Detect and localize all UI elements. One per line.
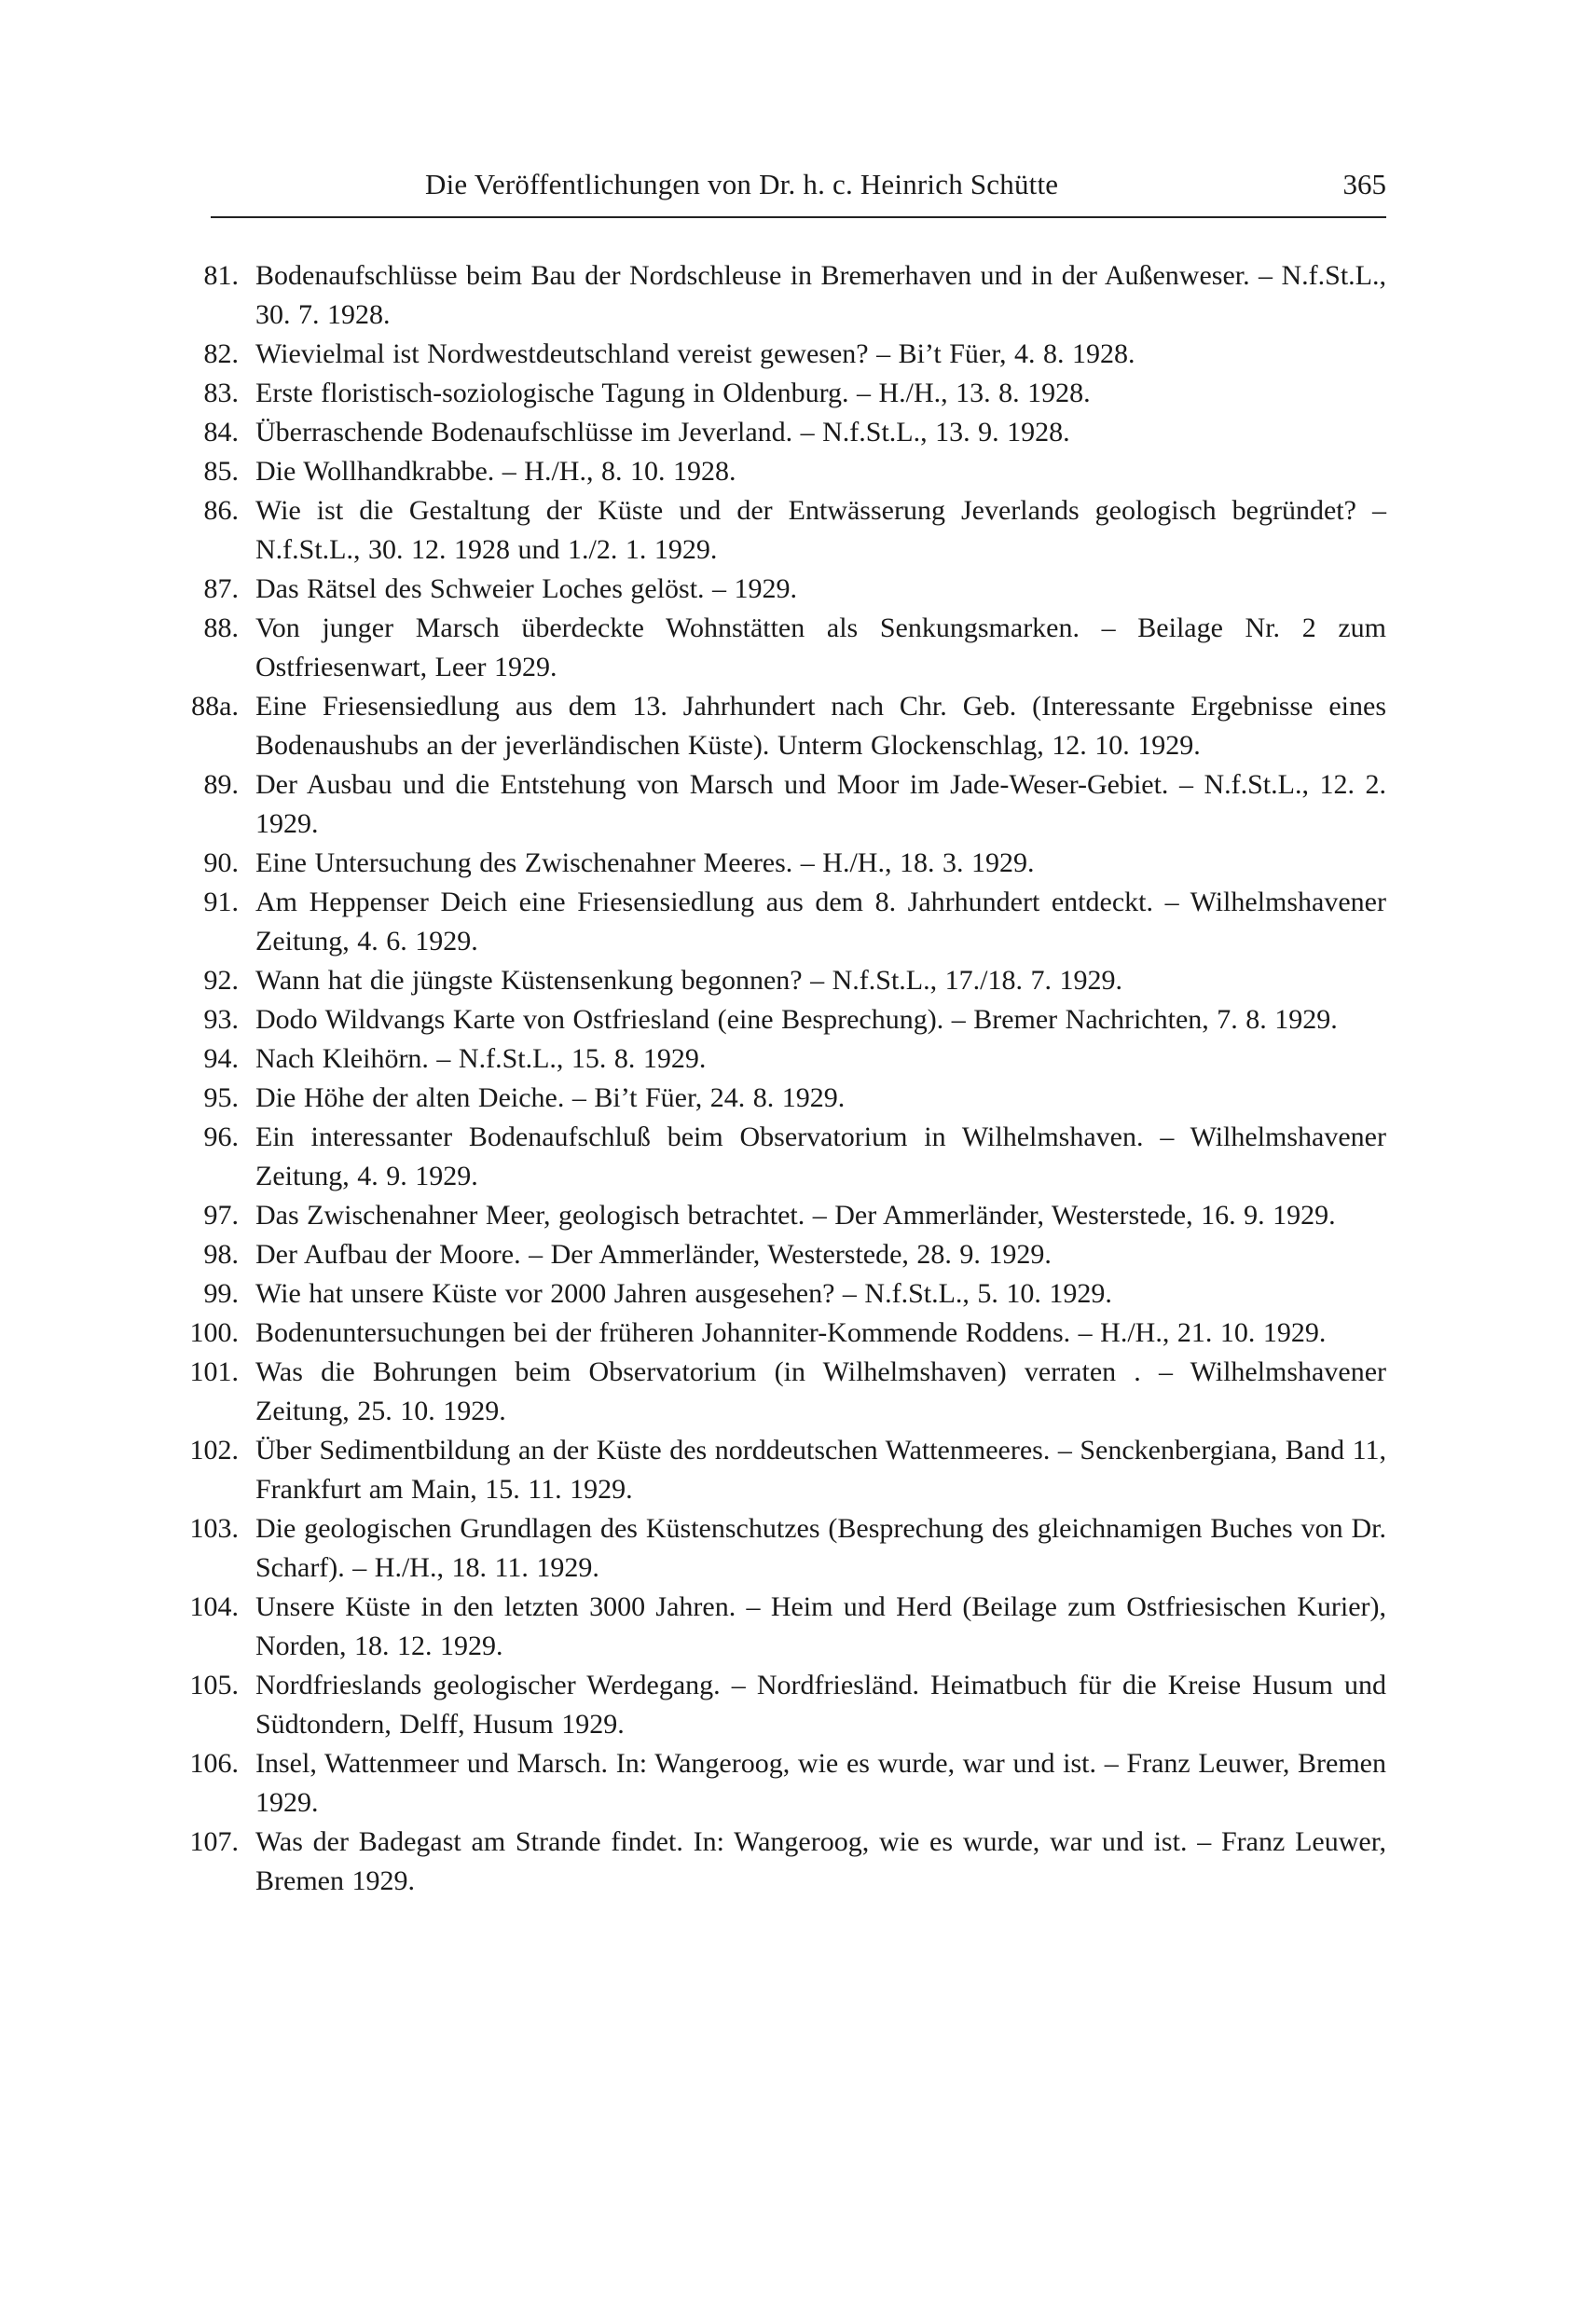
running-title: Die Veröffentlichungen von Dr. h. c. Heinrich Schütte <box>425 168 1059 200</box>
entry-text: Wievielmal ist Nordwestdeutschland vereist gewesen? – Bi’t Füer, 4. 8. 1928. <box>255 338 1135 369</box>
bibliography-entry-94 <box>140 1039 1386 1079</box>
bibliography-entry-82 <box>140 335 1386 374</box>
entry-text: Unsere Küste in den letzten 3000 Jahren. – Heim und Herd (Beilage zum Ostfriesischen Kurier), Norden, 18. 12. 1929. <box>255 1591 1386 1661</box>
bibliography-entry-102 <box>140 1431 1386 1509</box>
bibliography-entry-95 <box>140 1079 1386 1118</box>
entry-text: Eine Friesensiedlung aus dem 13. Jahrhundert nach Chr. Geb. (Interessante Ergebnisse eines Bodenaushubs an der jeverländischen Küste). Unterm Glockenschlag, 12. 10. 1929. <box>255 691 1386 761</box>
entry-number: 84. <box>203 417 239 447</box>
bibliography-entry-88 <box>140 609 1386 687</box>
entry-number: 98. <box>203 1239 239 1270</box>
entry-number: 90. <box>203 847 239 878</box>
entry-text: Wie hat unsere Küste vor 2000 Jahren ausgesehen? – N.f.St.L., 5. 10. 1929. <box>255 1278 1112 1309</box>
entry-text: Bodenaufschlüsse beim Bau der Nordschleuse in Bremerhaven und in der Außenweser. – N.f.St.L., 30. 7. 1928. <box>255 260 1386 330</box>
entry-text: Was die Bohrungen beim Observatorium (in Wilhelmshaven) verraten . – Wilhelmshavener Zeitung, 25. 10. 1929. <box>255 1356 1386 1426</box>
bibliography-entry-89 <box>140 765 1386 844</box>
bibliography-entry-83 <box>140 374 1386 413</box>
bibliography-entry-99 <box>140 1274 1386 1314</box>
entry-text: Nordfrieslands geologischer Werdegang. – Nordfriesländ. Heimatbuch für die Kreise Husum und Südtondern, Delff, Husum 1929. <box>255 1670 1386 1740</box>
page-number: 365 <box>1342 168 1386 200</box>
entry-text: Am Heppenser Deich eine Friesensiedlung aus dem 8. Jahrhundert entdeckt. – Wilhelmshavener Zeitung, 4. 6. 1929. <box>255 887 1386 956</box>
bibliography-entry-88a <box>140 687 1386 765</box>
entry-number: 88a. <box>191 691 239 722</box>
entry-number: 89. <box>203 769 239 800</box>
entry-number: 103. <box>189 1513 239 1544</box>
entry-text: Das Rätsel des Schweier Loches gelöst. – 1929. <box>255 573 798 604</box>
entry-text: Der Ausbau und die Entstehung von Marsch und Moor im Jade-Weser-Gebiet. – N.f.St.L., 12. 2. 1929. <box>255 769 1386 839</box>
entry-number: 106. <box>189 1748 239 1779</box>
bibliography-entry-103 <box>140 1509 1386 1588</box>
entry-number: 97. <box>203 1200 239 1231</box>
entry-text: Die geologischen Grundlagen des Küstenschutzes (Besprechung des gleichnamigen Buches von Dr. Scharf). – H./H., 18. 11. 1929. <box>255 1513 1386 1583</box>
bibliography-entry-90 <box>140 844 1386 883</box>
entry-text: Eine Untersuchung des Zwischenahner Meeres. – H./H., 18. 3. 1929. <box>255 847 1035 878</box>
entry-text: Dodo Wildvangs Karte von Ostfriesland (eine Besprechung). – Bremer Nachrichten, 7. 8. 1929. <box>255 1004 1338 1035</box>
bibliography-entry-87 <box>140 570 1386 609</box>
entry-text: Erste floristisch-soziologische Tagung in Oldenburg. – H./H., 13. 8. 1928. <box>255 378 1091 408</box>
bibliography-entry-106 <box>140 1744 1386 1823</box>
bibliography-entry-104 <box>140 1588 1386 1666</box>
bibliography-entry-98 <box>140 1235 1386 1274</box>
entry-number: 83. <box>203 378 239 408</box>
entry-number: 96. <box>203 1122 239 1152</box>
entry-number: 82. <box>203 338 239 369</box>
entry-number: 85. <box>203 456 239 487</box>
entry-number: 99. <box>203 1278 239 1309</box>
entry-number: 92. <box>203 965 239 996</box>
entry-text: Bodenuntersuchungen bei der früheren Johanniter-Kommende Roddens. – H./H., 21. 10. 1929. <box>255 1317 1327 1348</box>
entry-text: Das Zwischenahner Meer, geologisch betrachtet. – Der Ammerländer, Westerstede, 16. 9. 1929. <box>255 1200 1336 1231</box>
entry-text: Ein interessanter Bodenaufschluß beim Observatorium in Wilhelmshaven. – Wilhelmshavener Zeitung, 4. 9. 1929. <box>255 1122 1386 1191</box>
entry-text: Nach Kleihörn. – N.f.St.L., 15. 8. 1929. <box>255 1043 707 1074</box>
entry-text: Über Sedimentbildung an der Küste des norddeutschen Wattenmeeres. – Senckenbergiana, Band 11, Frankfurt am Main, 15. 11. 1929. <box>255 1435 1386 1505</box>
entry-number: 81. <box>203 260 239 291</box>
entry-text: Wann hat die jüngste Küstensenkung begonnen? – N.f.St.L., 17./18. 7. 1929. <box>255 965 1122 996</box>
entry-number: 102. <box>189 1435 239 1466</box>
entry-number: 86. <box>203 495 239 526</box>
bibliography-entry-91 <box>140 883 1386 961</box>
bibliography-entry-85 <box>140 452 1386 491</box>
entry-number: 91. <box>203 887 239 917</box>
bibliography-entry-84 <box>140 413 1386 452</box>
entry-text: Insel, Wattenmeer und Marsch. In: Wangeroog, wie es wurde, war und ist. – Franz Leuwer, Bremen 1929. <box>255 1748 1386 1818</box>
entry-text: Die Höhe der alten Deiche. – Bi’t Füer, 24. 8. 1929. <box>255 1082 846 1113</box>
bibliography-entry-105 <box>140 1666 1386 1744</box>
entry-number: 100. <box>189 1317 239 1348</box>
bibliography-entry-97 <box>140 1196 1386 1235</box>
entry-text: Was der Badegast am Strande findet. In: Wangeroog, wie es wurde, war und ist. – Franz Leuwer, Bremen 1929. <box>255 1826 1386 1896</box>
entry-number: 107. <box>189 1826 239 1857</box>
bibliography-list <box>140 256 1386 1901</box>
bibliography-entry-96 <box>140 1118 1386 1196</box>
bibliography-entry-81 <box>140 256 1386 335</box>
entry-number: 95. <box>203 1082 239 1113</box>
entry-number: 87. <box>203 573 239 604</box>
bibliography-entry-100 <box>140 1314 1386 1353</box>
entry-text: Von junger Marsch überdeckte Wohnstätten als Senkungsmarken. – Beilage Nr. 2 zum Ostfriesenwart, Leer 1929. <box>255 612 1386 682</box>
bibliography-entry-92 <box>140 961 1386 1000</box>
entry-number: 94. <box>203 1043 239 1074</box>
entry-number: 93. <box>203 1004 239 1035</box>
bibliography-entry-107 <box>140 1823 1386 1901</box>
page-header <box>211 166 1386 218</box>
bibliography-entry-93 <box>140 1000 1386 1039</box>
entry-text: Die Wollhandkrabbe. – H./H., 8. 10. 1928. <box>255 456 736 487</box>
entry-number: 101. <box>189 1356 239 1387</box>
entry-number: 104. <box>189 1591 239 1622</box>
entry-number: 88. <box>203 612 239 643</box>
entry-text: Der Aufbau der Moore. – Der Ammerländer, Westerstede, 28. 9. 1929. <box>255 1239 1052 1270</box>
entry-number: 105. <box>189 1670 239 1700</box>
entry-text: Überraschende Bodenaufschlüsse im Jeverland. – N.f.St.L., 13. 9. 1928. <box>255 417 1070 447</box>
bibliography-entry-101 <box>140 1353 1386 1431</box>
entry-text: Wie ist die Gestaltung der Küste und der Entwässerung Jeverlands geologisch begründet? – N.f.St.L., 30. 12. 1928 und 1./2. 1. 1929. <box>255 495 1386 565</box>
bibliography-entry-86 <box>140 491 1386 570</box>
